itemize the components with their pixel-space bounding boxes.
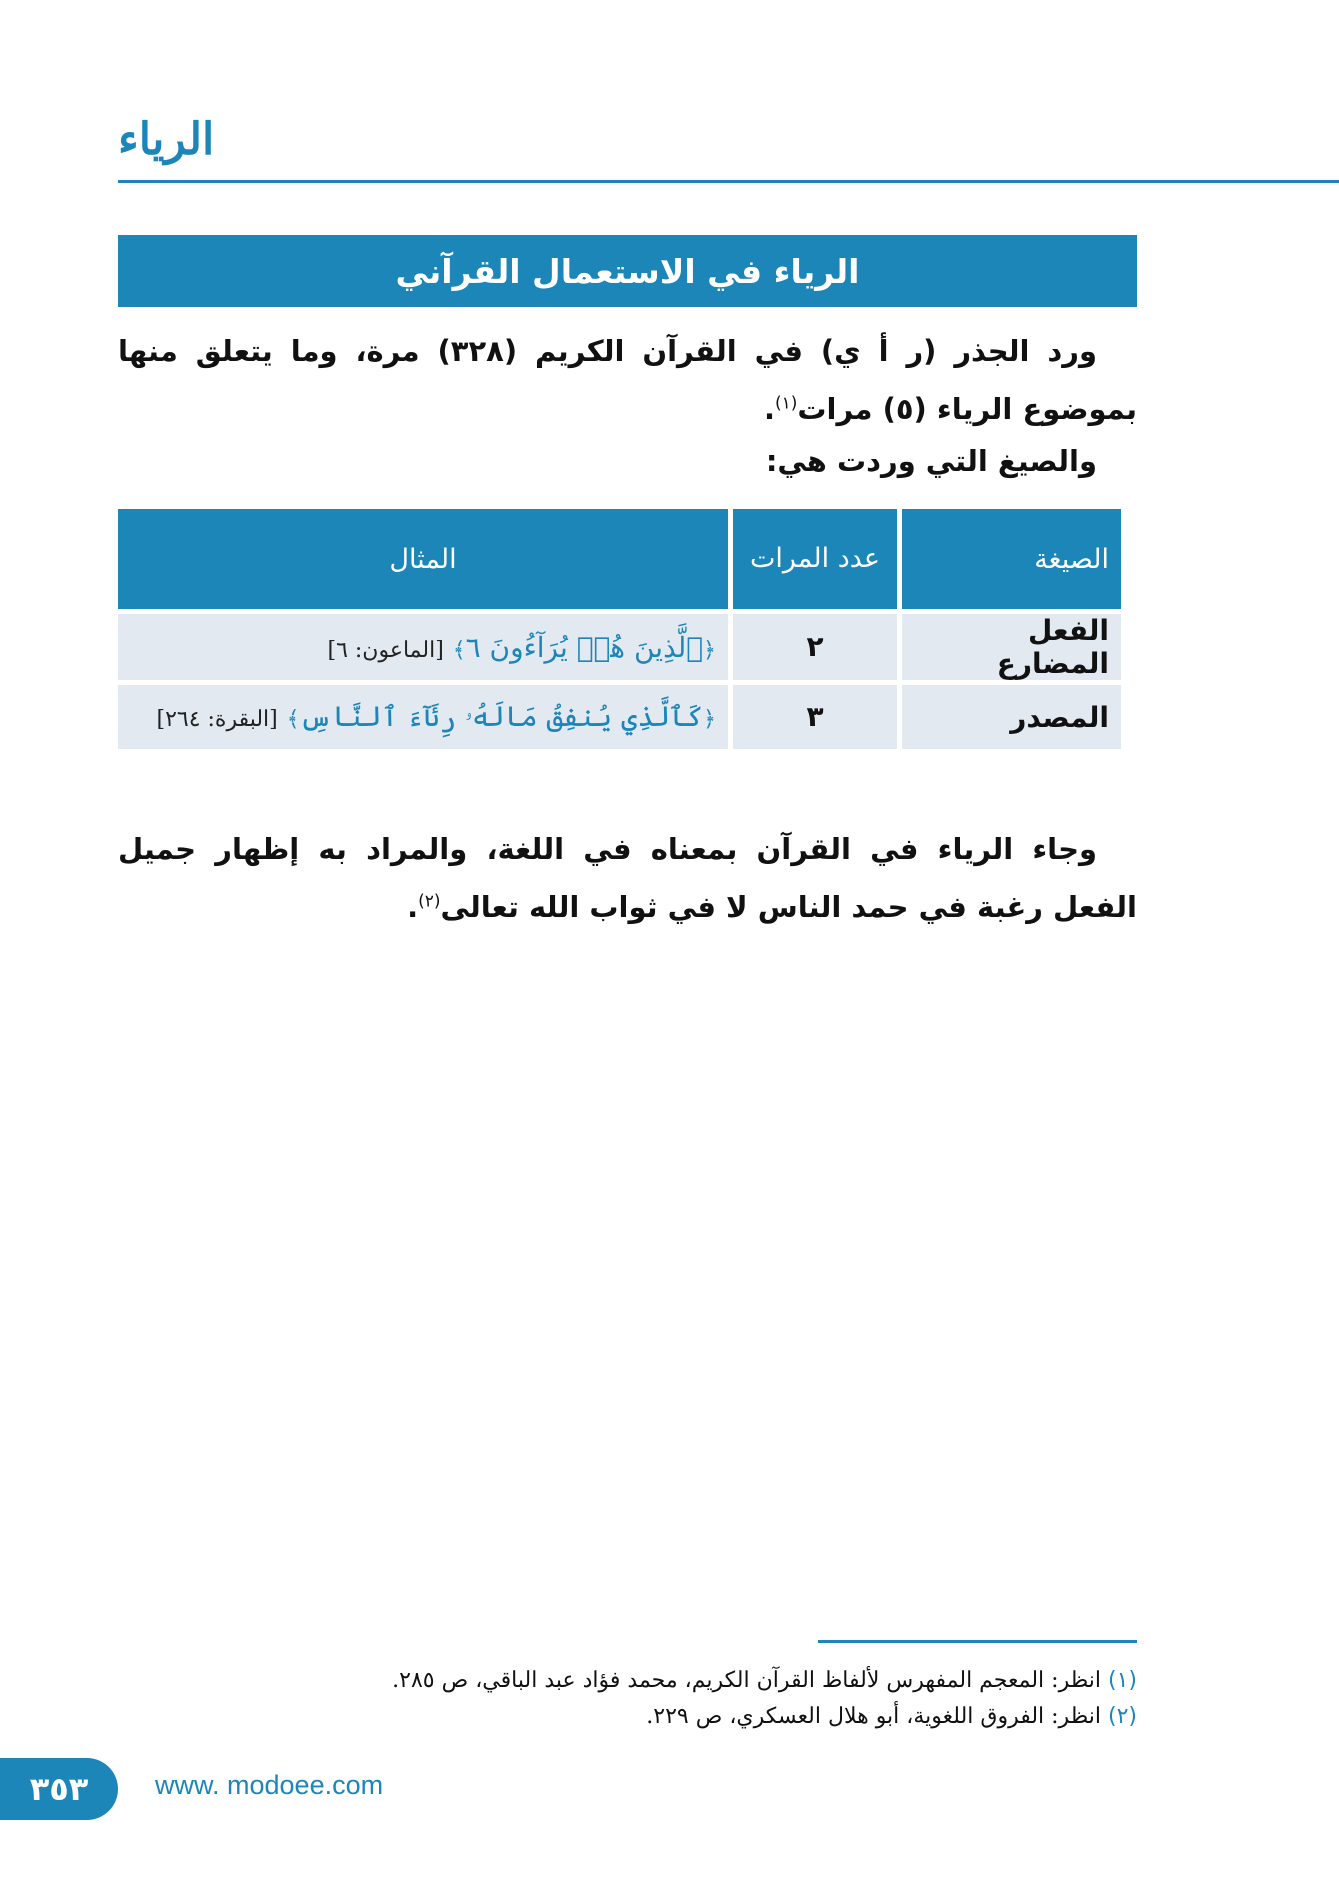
cell-form: الفعل المضارع	[902, 614, 1121, 680]
footnote-separator	[818, 1640, 1137, 1643]
section-title: الرياء في الاستعمال القرآني	[395, 251, 860, 291]
cell-form: المصدر	[902, 685, 1121, 749]
cell-example	[118, 614, 728, 680]
header-rule	[118, 180, 1339, 183]
paragraph-quran-meaning	[118, 820, 1137, 936]
footnote-ref-1[interactable]: (١)	[774, 393, 798, 414]
header-example: المثال	[118, 509, 728, 609]
footnote-number: (٢)	[1107, 1704, 1137, 1729]
cell-count: ٢	[733, 614, 897, 680]
ornament-open-icon: ﴿	[703, 637, 716, 663]
table-row	[118, 685, 1121, 749]
header-form: الصيغة	[902, 509, 1121, 609]
section-banner	[118, 235, 1137, 307]
quran-verse: كَٱلَّذِي يُنفِقُ مَالَهُۥ رِئَآءَ ٱلنَّاسِ	[299, 700, 704, 733]
footnote-number: (١)	[1107, 1668, 1137, 1693]
paragraph-quran-meaning-text: وجاء الرياء في القرآن بمعناه في اللغة، والمراد به إظهار جميل الفعل رغبة في حمد الناس لا في ثواب الله تعالى	[118, 832, 1137, 924]
paragraph-root-count-text: ورد الجذر (ر أ ي) في القرآن الكريم (٣٢٨) مرة، وما يتعلق منها بموضوع الرياء (٥) مرات	[118, 334, 1137, 426]
table-row	[118, 614, 1121, 680]
footnote-ref-2[interactable]: (٢)	[418, 891, 441, 912]
ornament-close-icon: ﴾	[286, 707, 300, 732]
end-period: .	[763, 392, 775, 426]
verse-reference: [البقرة: ٢٦٤]	[156, 707, 278, 732]
ornament-open-icon: ﴿	[703, 707, 716, 732]
end-period: .	[407, 890, 419, 924]
page-number: ٣٥٣	[29, 1770, 89, 1808]
footnote-2	[118, 1700, 1137, 1734]
running-header-title: الرياء	[118, 114, 215, 165]
footnote-1	[118, 1664, 1137, 1698]
header-count: عدد المرات	[733, 509, 897, 609]
page-number-tab	[0, 1758, 118, 1820]
footnote-text: انظر: الفروق اللغوية، أبو هلال العسكري، ص ٢٢٩.	[646, 1704, 1101, 1729]
paragraph-root-count	[118, 322, 1137, 438]
site-url-link[interactable]: www. modoee.com	[155, 1770, 384, 1800]
paragraph-forms-intro	[118, 432, 1137, 490]
cell-count: ٣	[733, 685, 897, 749]
quran-verse: ٱلَّذِينَ هُمۡ يُرَآءُونَ ٦	[465, 630, 704, 664]
footnote-text: انظر: المعجم المفهرس لألفاظ القرآن الكريم، محمد فؤاد عبد الباقي، ص ٢٨٥.	[392, 1668, 1101, 1693]
paragraph-forms-intro-text: والصيغ التي وردت هي:	[765, 444, 1097, 478]
cell-example	[118, 685, 728, 749]
verse-reference: [الماعون: ٦]	[327, 637, 444, 663]
forms-table	[113, 504, 1126, 754]
table-header-row	[118, 509, 1121, 609]
ornament-close-icon: ﴾	[452, 637, 466, 663]
